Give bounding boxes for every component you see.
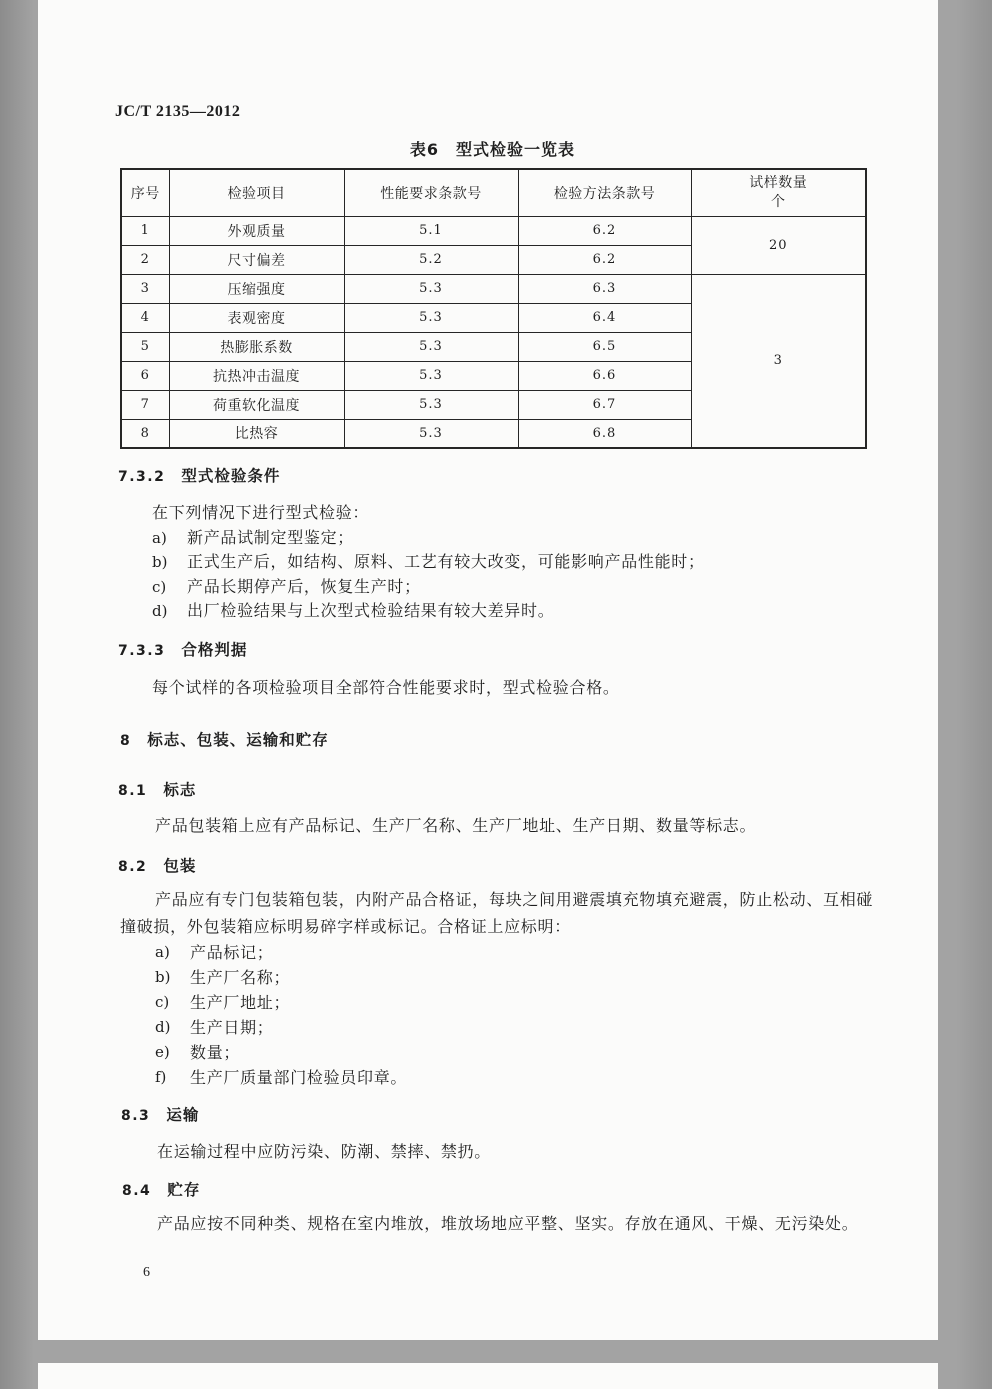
section-title: 贮存	[167, 1181, 201, 1199]
table-header-row	[121, 169, 866, 216]
requirement-clause-cell: 5.3	[344, 390, 518, 419]
header-method-clause: 检验方法条款号	[518, 169, 691, 216]
section-number: 7.3.2	[118, 469, 166, 485]
sample-qty-cell: 3	[691, 274, 866, 448]
requirement-clause-cell: 5.3	[344, 419, 518, 448]
section-intro: 在下列情况下进行型式检验：	[152, 503, 370, 522]
list-item-text: 数量；	[190, 1043, 241, 1062]
header-sample-qty-label: 试样数量	[749, 174, 808, 191]
section-paragraph: 产品应有专门包装箱包装，内附产品合格证，每块之间用避震填充物填充避震，防止松动、互相碰撞破损，外包装箱应标明易碎字样或标记。合格证上应标明：	[120, 890, 874, 936]
item-cell: 压缩强度	[169, 274, 344, 303]
list-item-label: b)	[155, 968, 171, 986]
list-item-text: 出厂检验结果与上次型式检验结果有较大差异时。	[187, 601, 555, 620]
method-clause-cell: 6.8	[518, 419, 691, 448]
section-title: 标志、包装、运输和贮存	[147, 731, 329, 749]
list-item-label: a)	[152, 528, 167, 547]
method-clause-cell: 6.3	[518, 274, 691, 303]
item-cell: 热膨胀系数	[169, 332, 344, 361]
section-paragraph: 产品包装箱上应有产品标记、生产厂名称、生产厂地址、生产日期、数量等标志。	[155, 816, 757, 835]
header-seq: 序号	[121, 169, 169, 216]
table-row	[121, 274, 866, 303]
section-title: 标志	[163, 781, 197, 799]
seq-cell: 6	[121, 361, 169, 390]
list-item-label: d)	[152, 602, 168, 620]
list-item-label: a)	[155, 943, 170, 961]
requirement-clause-cell: 5.3	[344, 274, 518, 303]
list-item-label: b)	[152, 553, 168, 571]
item-cell: 比热容	[169, 419, 344, 448]
header-sample-qty	[691, 169, 866, 216]
requirement-clause-cell: 5.1	[344, 216, 518, 245]
seq-cell: 5	[121, 332, 169, 361]
seq-cell: 7	[121, 390, 169, 419]
method-clause-cell: 6.5	[518, 332, 691, 361]
list-item-text: 新产品试制定型鉴定；	[187, 527, 355, 547]
list-item-text: 产品标记；	[190, 943, 274, 962]
header-sample-qty-unit: 个	[771, 193, 786, 210]
list-item-text: 生产厂名称；	[190, 968, 291, 987]
item-cell: 外观质量	[169, 216, 344, 245]
section-number: 7.3.3	[118, 643, 166, 659]
list-item-label: c)	[152, 577, 167, 596]
seq-cell: 8	[121, 419, 169, 448]
list-item	[155, 965, 407, 990]
section-heading	[121, 1105, 199, 1126]
list-item-text: 正式生产后，如结构、原料、工艺有较大改变，可能影响产品性能时；	[187, 552, 705, 571]
item-cell: 尺寸偏差	[169, 245, 344, 274]
document-page	[38, 0, 938, 1340]
requirement-clause-cell: 5.3	[344, 361, 518, 390]
list-item-text: 生产厂地址；	[190, 993, 291, 1012]
list-item-text: 生产日期；	[190, 1018, 274, 1037]
standard-code: JC/T 2135—2012	[115, 103, 241, 120]
section-paragraph: 产品应按不同种类、规格在室内堆放，堆放场地应平整、坚实。存放在通风、干燥、无污染处。	[157, 1214, 859, 1233]
table-caption: 表6 型式检验一览表	[409, 140, 576, 159]
table-row	[121, 216, 866, 245]
certificate-items-list	[155, 940, 407, 1090]
section-body	[155, 940, 407, 1090]
seq-cell: 1	[121, 216, 169, 245]
section-title: 合格判据	[181, 641, 248, 659]
requirement-clause-cell: 5.2	[344, 245, 518, 274]
page-number: 6	[143, 1265, 150, 1280]
seq-cell: 3	[121, 274, 169, 303]
method-clause-cell: 6.2	[518, 216, 691, 245]
method-clause-cell: 6.4	[518, 303, 691, 332]
section-number: 8	[120, 733, 132, 749]
sample-qty-cell: 20	[691, 216, 866, 274]
list-item	[155, 990, 407, 1015]
method-clause-cell: 6.2	[518, 245, 691, 274]
item-cell: 表观密度	[169, 303, 344, 332]
section-number: 8.4	[122, 1183, 152, 1199]
requirement-clause-cell: 5.3	[344, 332, 518, 361]
section-paragraph: 每个试样的各项检验项目全部符合性能要求时，型式检验合格。	[152, 678, 620, 697]
list-item-label: f)	[155, 1068, 167, 1086]
list-item-text: 生产厂质量部门检验员印章。	[190, 1068, 408, 1087]
list-item	[152, 550, 705, 575]
section-heading	[118, 856, 196, 877]
list-item	[155, 940, 407, 965]
section-title: 包装	[163, 857, 197, 875]
section-number: 8.1	[118, 783, 148, 799]
list-item	[152, 526, 705, 551]
header-item: 检验项目	[169, 169, 344, 216]
requirement-clause-cell: 5.3	[344, 303, 518, 332]
seq-cell: 4	[121, 303, 169, 332]
section-heading	[118, 466, 280, 487]
list-item-text: 产品长期停产后，恢复生产时；	[187, 576, 421, 596]
section-title: 运输	[166, 1106, 200, 1124]
section-heading	[118, 780, 196, 801]
list-item	[152, 575, 705, 600]
chapter-heading	[120, 730, 329, 751]
list-item-label: c)	[155, 993, 170, 1011]
condition-list	[152, 526, 705, 624]
list-item	[155, 1040, 407, 1065]
section-heading	[122, 1180, 200, 1201]
list-item	[155, 1065, 407, 1090]
section-title: 型式检验条件	[181, 467, 281, 485]
section-body	[152, 501, 705, 624]
list-item	[155, 1015, 407, 1040]
section-paragraph: 在运输过程中应防污染、防潮、禁摔、禁扔。	[157, 1142, 492, 1161]
header-requirement-clause: 性能要求条款号	[344, 169, 518, 216]
item-cell: 荷重软化温度	[169, 390, 344, 419]
inspection-table	[120, 168, 867, 449]
section-heading	[118, 640, 247, 661]
list-item	[152, 599, 705, 624]
method-clause-cell: 6.6	[518, 361, 691, 390]
section-number: 8.2	[118, 859, 148, 875]
section-number: 8.3	[121, 1108, 151, 1124]
next-page	[38, 1363, 938, 1389]
item-cell: 抗热冲击温度	[169, 361, 344, 390]
seq-cell: 2	[121, 245, 169, 274]
list-item-label: d)	[155, 1018, 171, 1036]
list-item-label: e)	[155, 1043, 170, 1061]
method-clause-cell: 6.7	[518, 390, 691, 419]
